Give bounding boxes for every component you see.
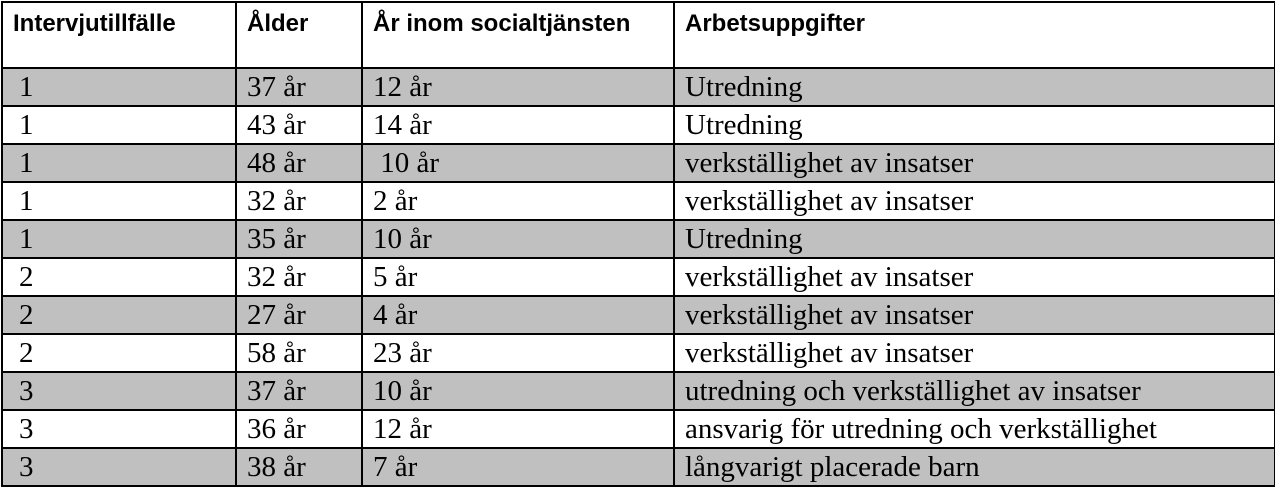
cell-intervjutillfalle: 3 [2,448,236,486]
table-row [2,106,1275,144]
table-row [2,182,1275,220]
cell-ar-inom-socialtjansten: 14 år [362,106,674,144]
table-row [2,334,1275,372]
header-row [2,2,1275,68]
cell-arbetsuppgifter: verkställighet av insatser [674,144,1275,182]
table-row [2,448,1275,486]
table-row [2,144,1275,182]
cell-intervjutillfalle: 3 [2,372,236,410]
cell-arbetsuppgifter: Utredning [674,68,1275,106]
cell-arbetsuppgifter: långvarigt placerade barn [674,448,1275,486]
cell-alder: 35 år [236,220,362,258]
cell-arbetsuppgifter: verkställighet av insatser [674,258,1275,296]
header-ar-inom-socialtjansten: År inom socialtjänsten [362,2,674,68]
cell-ar-inom-socialtjansten: 4 år [362,296,674,334]
table-row [2,258,1275,296]
table-row [2,68,1275,106]
cell-alder: 27 år [236,296,362,334]
table-row [2,296,1275,334]
cell-arbetsuppgifter: verkställighet av insatser [674,182,1275,220]
cell-ar-inom-socialtjansten: 12 år [362,68,674,106]
cell-arbetsuppgifter: verkställighet av insatser [674,296,1275,334]
cell-intervjutillfalle: 1 [2,182,236,220]
cell-intervjutillfalle: 1 [2,68,236,106]
table-row [2,410,1275,448]
cell-intervjutillfalle: 1 [2,144,236,182]
cell-alder: 43 år [236,106,362,144]
cell-ar-inom-socialtjansten: 10 år [362,144,674,182]
header-intervjutillfalle: Intervjutillfälle [2,2,236,68]
interview-table [1,1,1275,487]
cell-alder: 36 år [236,410,362,448]
cell-arbetsuppgifter: ansvarig för utredning och verkställighet [674,410,1275,448]
cell-arbetsuppgifter: Utredning [674,220,1275,258]
cell-ar-inom-socialtjansten: 7 år [362,448,674,486]
cell-ar-inom-socialtjansten: 12 år [362,410,674,448]
cell-ar-inom-socialtjansten: 10 år [362,372,674,410]
cell-intervjutillfalle: 2 [2,334,236,372]
cell-intervjutillfalle: 2 [2,296,236,334]
cell-intervjutillfalle: 1 [2,220,236,258]
cell-alder: 38 år [236,448,362,486]
table-row [2,372,1275,410]
cell-ar-inom-socialtjansten: 5 år [362,258,674,296]
cell-ar-inom-socialtjansten: 23 år [362,334,674,372]
cell-ar-inom-socialtjansten: 10 år [362,220,674,258]
cell-alder: 32 år [236,182,362,220]
cell-arbetsuppgifter: Utredning [674,106,1275,144]
cell-intervjutillfalle: 1 [2,106,236,144]
cell-alder: 37 år [236,372,362,410]
header-alder: Ålder [236,2,362,68]
cell-ar-inom-socialtjansten: 2 år [362,182,674,220]
cell-alder: 37 år [236,68,362,106]
cell-arbetsuppgifter: verkställighet av insatser [674,334,1275,372]
cell-alder: 48 år [236,144,362,182]
cell-alder: 58 år [236,334,362,372]
cell-alder: 32 år [236,258,362,296]
cell-intervjutillfalle: 2 [2,258,236,296]
cell-intervjutillfalle: 3 [2,410,236,448]
table-row [2,220,1275,258]
table-body [2,68,1275,486]
cell-arbetsuppgifter: utredning och verkställighet av insatser [674,372,1275,410]
header-arbetsuppgifter: Arbetsuppgifter [674,2,1275,68]
